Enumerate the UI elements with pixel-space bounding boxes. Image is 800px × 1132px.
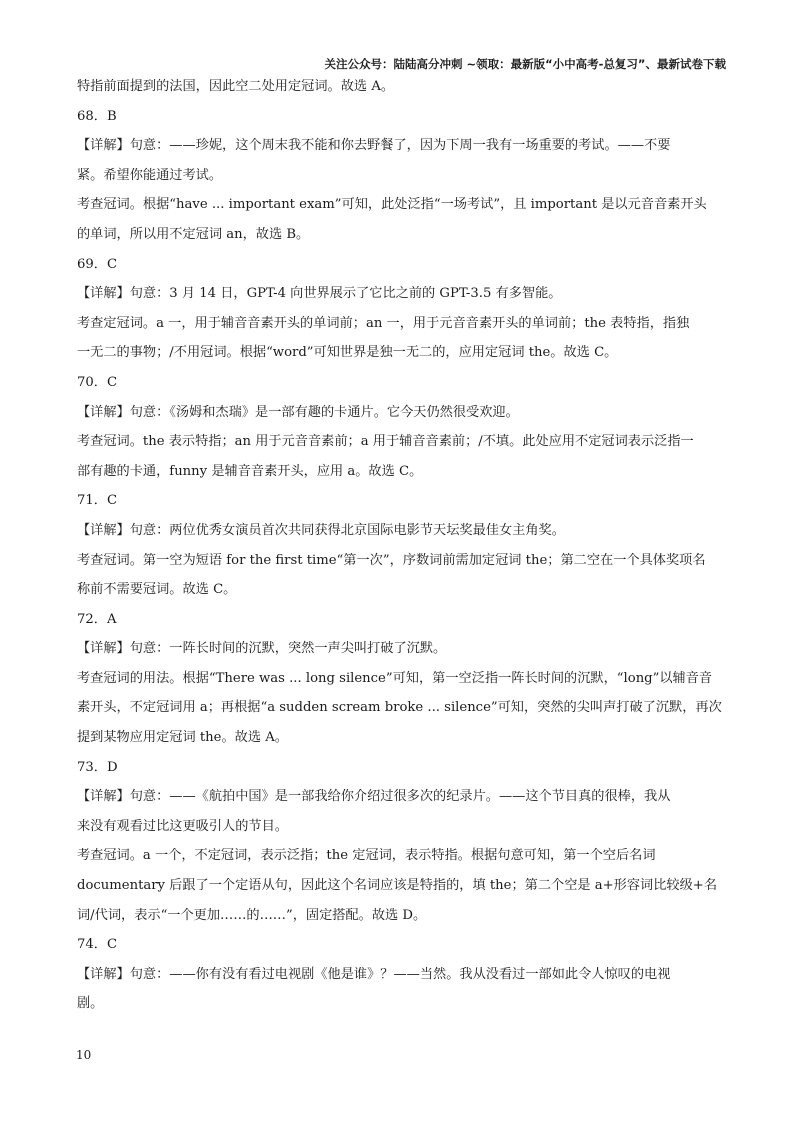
text-line: 的单词，所以用不定冠词 an，故选 B。 <box>77 226 310 242</box>
text-line: 考查冠词的用法。根据“There was ... long silence”可知，第一空泛指一阵长时间的沉默，“long”以辅音音 <box>77 670 713 686</box>
text-line: 71．C <box>77 493 118 509</box>
text-line: 剧。 <box>77 996 104 1012</box>
text-line: 考查冠词。第一空为短语 for the first time“第一次”，序数词前需加定冠词 the；第二空在一个具体奖项名 <box>77 552 706 568</box>
text-line: 考查冠词。根据“have ... important exam”可知，此处泛指“一场考试”，且 important 是以元音音素开头 <box>77 197 707 213</box>
text-line: 73．D <box>77 759 118 775</box>
text-line: 70．C <box>77 374 118 390</box>
text-line: 特指前面提到的法国，因此空二处用定冠词。故选 A。 <box>77 79 395 94</box>
text-line: 【详解】句意：两位优秀女演员首次共同获得北京国际电影节天坛奖最佳女主角奖。 <box>77 522 565 538</box>
text-line: 【详解】句意：《汤姆和杰瑞》是一部有趣的卡通片。它今天仍然很受欢迎。 <box>77 404 519 420</box>
text-line: 考查定冠词。a 一，用于辅音音素开头的单词前；an 一，用于元音音素开头的单词前；the 表特指，指独 <box>77 315 690 331</box>
page-number: 10 <box>76 1048 92 1062</box>
header-promo: 关注公众号：陆陆高分冲刺 ~领取：最新版“小中高考-总复习”、最新试卷下载 <box>324 57 726 71</box>
text-line: 称前不需要冠词。故选 C。 <box>77 582 237 598</box>
text-line: 68．B <box>77 108 117 124</box>
text-line: 【详解】句意：3 月 14 日，GPT-4 向世界展示了它比之前的 GPT-3.5 有多智能。 <box>77 286 562 302</box>
text-line: 一无二的事物；/不用冠词。根据“word”可知世界是独一无二的，应用定冠词 the。故选 C。 <box>77 345 618 361</box>
text-line: 【详解】句意：一阵长时间的沉默，突然一声尖叫打破了沉默。 <box>77 641 447 657</box>
text-line: 74．C <box>77 937 118 953</box>
text-line: 【详解】句意：——《航拍中国》是一部我给你介绍过很多次的纪录片。——这个节目真的很棒，我从 <box>77 789 671 805</box>
text-line: 提到某物应用定冠词 the。故选 A。 <box>77 730 288 746</box>
text-line: 【详解】句意：——珍妮，这个周末我不能和你去野餐了，因为下周一我有一场重要的考试。——不要 <box>77 138 671 154</box>
text-line: 考查冠词。a 一个，不定冠词，表示泛指；the 定冠词，表示特指。根据句意可知，第一个空后名词 <box>77 848 656 864</box>
text-line: 词/代词，表示“一个更加……的……”，固定搭配。故选 D。 <box>77 907 427 923</box>
text-line: 69．C <box>77 256 118 272</box>
answer-explanations <box>77 72 725 1019</box>
text-line: 部有趣的卡通，funny 是辅音音素开头，应用 a。故选 C。 <box>77 463 423 479</box>
text-line: 素开头，不定冠词用 a；再根据“a sudden scream broke ... silence”可知，突然的尖叫声打破了沉默，再次 <box>77 700 722 716</box>
text-line: 紧。希望你能通过考试。 <box>77 167 223 183</box>
text-line: 72．A <box>77 611 117 627</box>
text-line: documentary 后跟了一个定语从句，因此这个名词应该是特指的，填 the；第二个空是 a+形容词比较级+名 <box>77 878 718 894</box>
text-line: 来没有观看过比这更吸引人的节目。 <box>77 818 288 834</box>
text-line: 考查冠词。the 表示特指；an 用于元音音素前；a 用于辅音音素前；/不填。此处应用不定冠词表示泛指一 <box>77 434 694 450</box>
text-line: 【详解】句意：——你有没有看过电视剧《他是谁》？——当然。我从没看过一部如此令人惊叹的电视 <box>77 966 671 982</box>
